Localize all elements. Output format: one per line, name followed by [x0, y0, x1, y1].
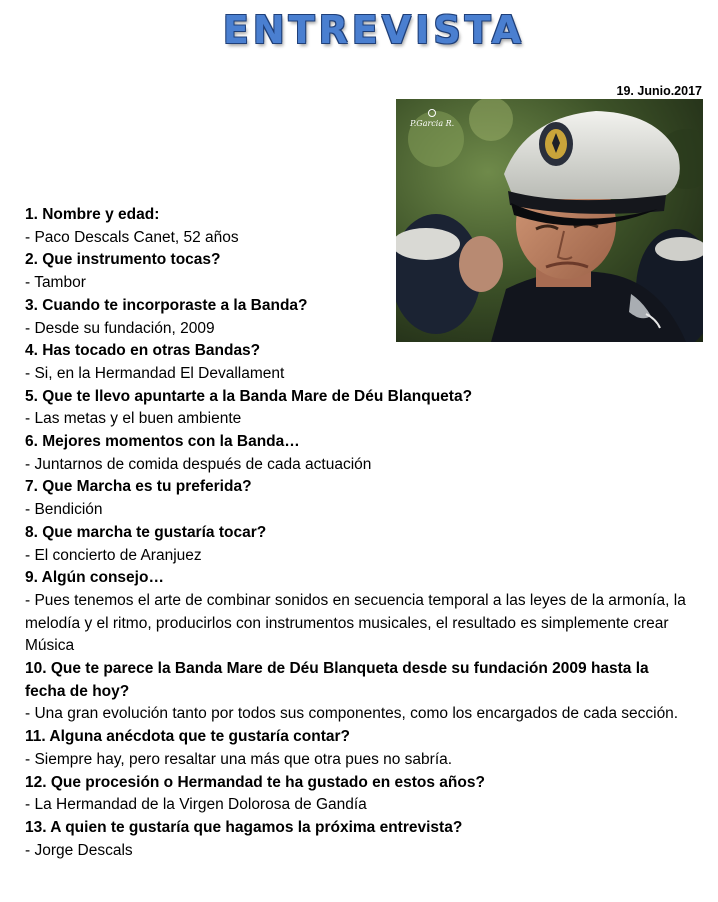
answer: - Si, en la Hermandad El Devallament [25, 364, 285, 382]
answer: - Desde su fundación, 2009 [25, 319, 215, 337]
answer: - El concierto de Aranjuez [25, 546, 202, 564]
page-title: ENTREVISTA [222, 8, 526, 52]
question: 4. Has tocado en otras Bandas? [25, 342, 261, 360]
interview-questions [25, 204, 690, 862]
question: 10. Que te parece la Banda Mare de Déu Blanqueta desde su fundación 2009 hasta la fecha de hoy? [25, 660, 649, 700]
answer: - Pues tenemos el arte de combinar sonidos en secuencia temporal a las leyes de la armonía, la melodía y el ritmo, producirlos con instrumentos musicales, el resultado es simplemente crear Música [25, 591, 686, 655]
question: 8. Que marcha te gustaría tocar? [25, 523, 267, 541]
question: 5. Que te llevo apuntarte a la Banda Mare de Déu Blanqueta? [25, 387, 473, 405]
question: 2. Que instrumento tocas? [25, 251, 221, 269]
interview-date: 19. Junio.2017 [616, 84, 702, 98]
question: 6. Mejores momentos con la Banda… [25, 433, 300, 451]
answer: - Las metas y el buen ambiente [25, 410, 242, 428]
photo-watermark: P.Garcia R. [410, 119, 455, 128]
answer: - La Hermandad de la Virgen Dolorosa de Gandía [25, 796, 367, 814]
answer: - Siempre hay, pero resaltar una más que otra pues no sabría. [25, 750, 453, 768]
answer: - Tambor [25, 274, 86, 292]
question: 12. Que procesión o Hermandad te ha gustado en estos años? [25, 773, 485, 791]
question: 7. Que Marcha es tu preferida? [25, 478, 252, 496]
question: 13. A quien te gustaría que hagamos la próxima entrevista? [25, 818, 463, 836]
question: 11. Alguna anécdota que te gustaría contar? [25, 728, 351, 746]
answer: - Una gran evolución tanto por todos sus componentes, como los encargados de cada sección. [25, 705, 679, 723]
question: 3. Cuando te incorporaste a la Banda? [25, 296, 308, 314]
question: 1. Nombre y edad: [25, 206, 160, 223]
answer: - Paco Descals Canet, 52 años [25, 228, 239, 246]
answer: - Bendición [25, 501, 103, 519]
answer: - Jorge Descals [25, 841, 133, 859]
answer: - Juntarnos de comida después de cada actuación [25, 455, 372, 473]
question: 9. Algún consejo… [25, 569, 164, 587]
